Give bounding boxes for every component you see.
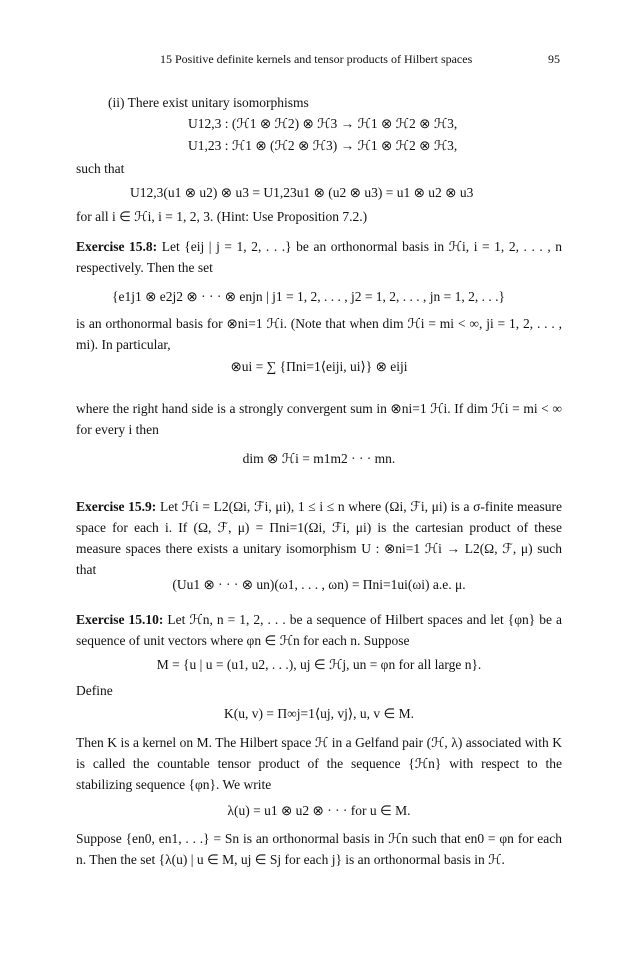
exercise-15-8-intro bbox=[76, 236, 562, 278]
exercise-15-8-set: {e1j1 ⊗ e2j2 ⊗ · · · ⊗ enjn | j1 = 1, 2, . . . , j2 = 1, 2, . . . , jn = 1, 2, . . .} bbox=[112, 289, 506, 304]
exercise-15-10-m-def: M = {u | u = (u1, u2, . . .), uj ∈ ℋj, un = φn for all large n}. bbox=[156, 657, 482, 672]
exercise-15-10-intro-text: Let ℋn, n = 1, 2, . . . be a sequence of Hilbert spaces and let {φn} be a sequence of unit vectors where φn ∈ ℋn for each n. Suppose bbox=[76, 612, 562, 648]
exercise-15-10-suppose: Suppose {en0, en1, . . .} = Sn is an orthonormal basis in ℋn such that en0 = φn for each n. Then the set {λ(u) | u ∈ M, uj ∈ Sj for each j} is an orthonormal basis in ℋ. bbox=[76, 831, 562, 867]
exercise-15-9-eq: (Uu1 ⊗ · · · ⊗ un)(ω1, . . . , ωn) = Πni=1ui(ωi) a.e. μ. bbox=[172, 577, 466, 592]
exercise-15-10-define: Define bbox=[76, 683, 113, 698]
exercise-15-8-label: Exercise 15.8: bbox=[76, 239, 158, 254]
running-title: 15 Positive definite kernels and tensor products of Hilbert spaces bbox=[160, 52, 473, 66]
exercise-15-9-label: Exercise 15.9: bbox=[76, 499, 157, 514]
exercise-15-8-where: where the right hand side is a strongly convergent sum in ⊗ni=1 ℋi. If dim ℋi = mi < ∞ for every i then bbox=[76, 401, 562, 437]
exercise-15-10-lambda: λ(u) = u1 ⊗ u2 ⊗ · · · for u ∈ M. bbox=[227, 803, 411, 818]
exercise-15-9-body: Let ℋi = L2(Ωi, ℱi, μi), 1 ≤ i ≤ n where (Ωi, ℱi, μi) is a σ-finite measure space for each i. If (Ω, ℱ, μ) = Πni=1(Ωi, ℱi, μi) is the cartesian product of these measure spaces there exists a unitary isomorphism U : ⊗ni=1 ℋi → L2(Ω, ℱ, μ) such that bbox=[76, 499, 563, 577]
item-ii-eq1: U12,3 : (ℋ1 ⊗ ℋ2) ⊗ ℋ3 → ℋ1 ⊗ ℋ2 ⊗ ℋ3, bbox=[188, 116, 458, 131]
exercise-15-8-dim: dim ⊗ ℋi = m1m2 · · · mn. bbox=[242, 451, 396, 466]
running-header bbox=[160, 52, 560, 67]
exercise-15-9-text bbox=[76, 496, 562, 580]
item-ii-such-that: such that bbox=[76, 161, 125, 176]
exercise-15-10-intro bbox=[76, 609, 562, 651]
item-ii-lead: (ii) There exist unitary isomorphisms bbox=[108, 95, 309, 110]
item-ii-eq2: U1,23 : ℋ1 ⊗ (ℋ2 ⊗ ℋ3) → ℋ1 ⊗ ℋ2 ⊗ ℋ3, bbox=[188, 138, 458, 153]
exercise-15-8-basis: is an orthonormal basis for ⊗ni=1 ℋi. (Note that when dim ℋi = mi < ∞, ji = 1, 2, . . . , mi). In particular, bbox=[76, 316, 562, 352]
exercise-15-10-then: Then K is a kernel on M. The Hilbert space ℋ in a Gelfand pair (ℋ, λ) associated with K is called the countable tensor product of the sequence {ℋn} with respect to the stabilizing sequence {φn}. We write bbox=[76, 735, 562, 792]
page-number: 95 bbox=[548, 52, 560, 66]
exercise-15-10-label: Exercise 15.10: bbox=[76, 612, 164, 627]
exercise-15-8-expansion: ⊗ui = ∑ {Πni=1⟨eiji, ui⟩} ⊗ eiji bbox=[230, 359, 408, 374]
exercise-15-8-intro-text: Let {eij | j = 1, 2, . . .} be an orthonormal basis in ℋi, i = 1, 2, . . . , n respectively. Then the set bbox=[76, 239, 563, 275]
item-ii-for-all: for all i ∈ ℋi, i = 1, 2, 3. (Hint: Use Proposition 7.2.) bbox=[76, 209, 368, 224]
exercise-15-10-kernel: K(u, v) = Π∞j=1⟨uj, vj⟩, u, v ∈ M. bbox=[223, 706, 414, 721]
item-ii-eq3: U12,3(u1 ⊗ u2) ⊗ u3 = U1,23u1 ⊗ (u2 ⊗ u3) = u1 ⊗ u2 ⊗ u3 bbox=[130, 185, 474, 200]
